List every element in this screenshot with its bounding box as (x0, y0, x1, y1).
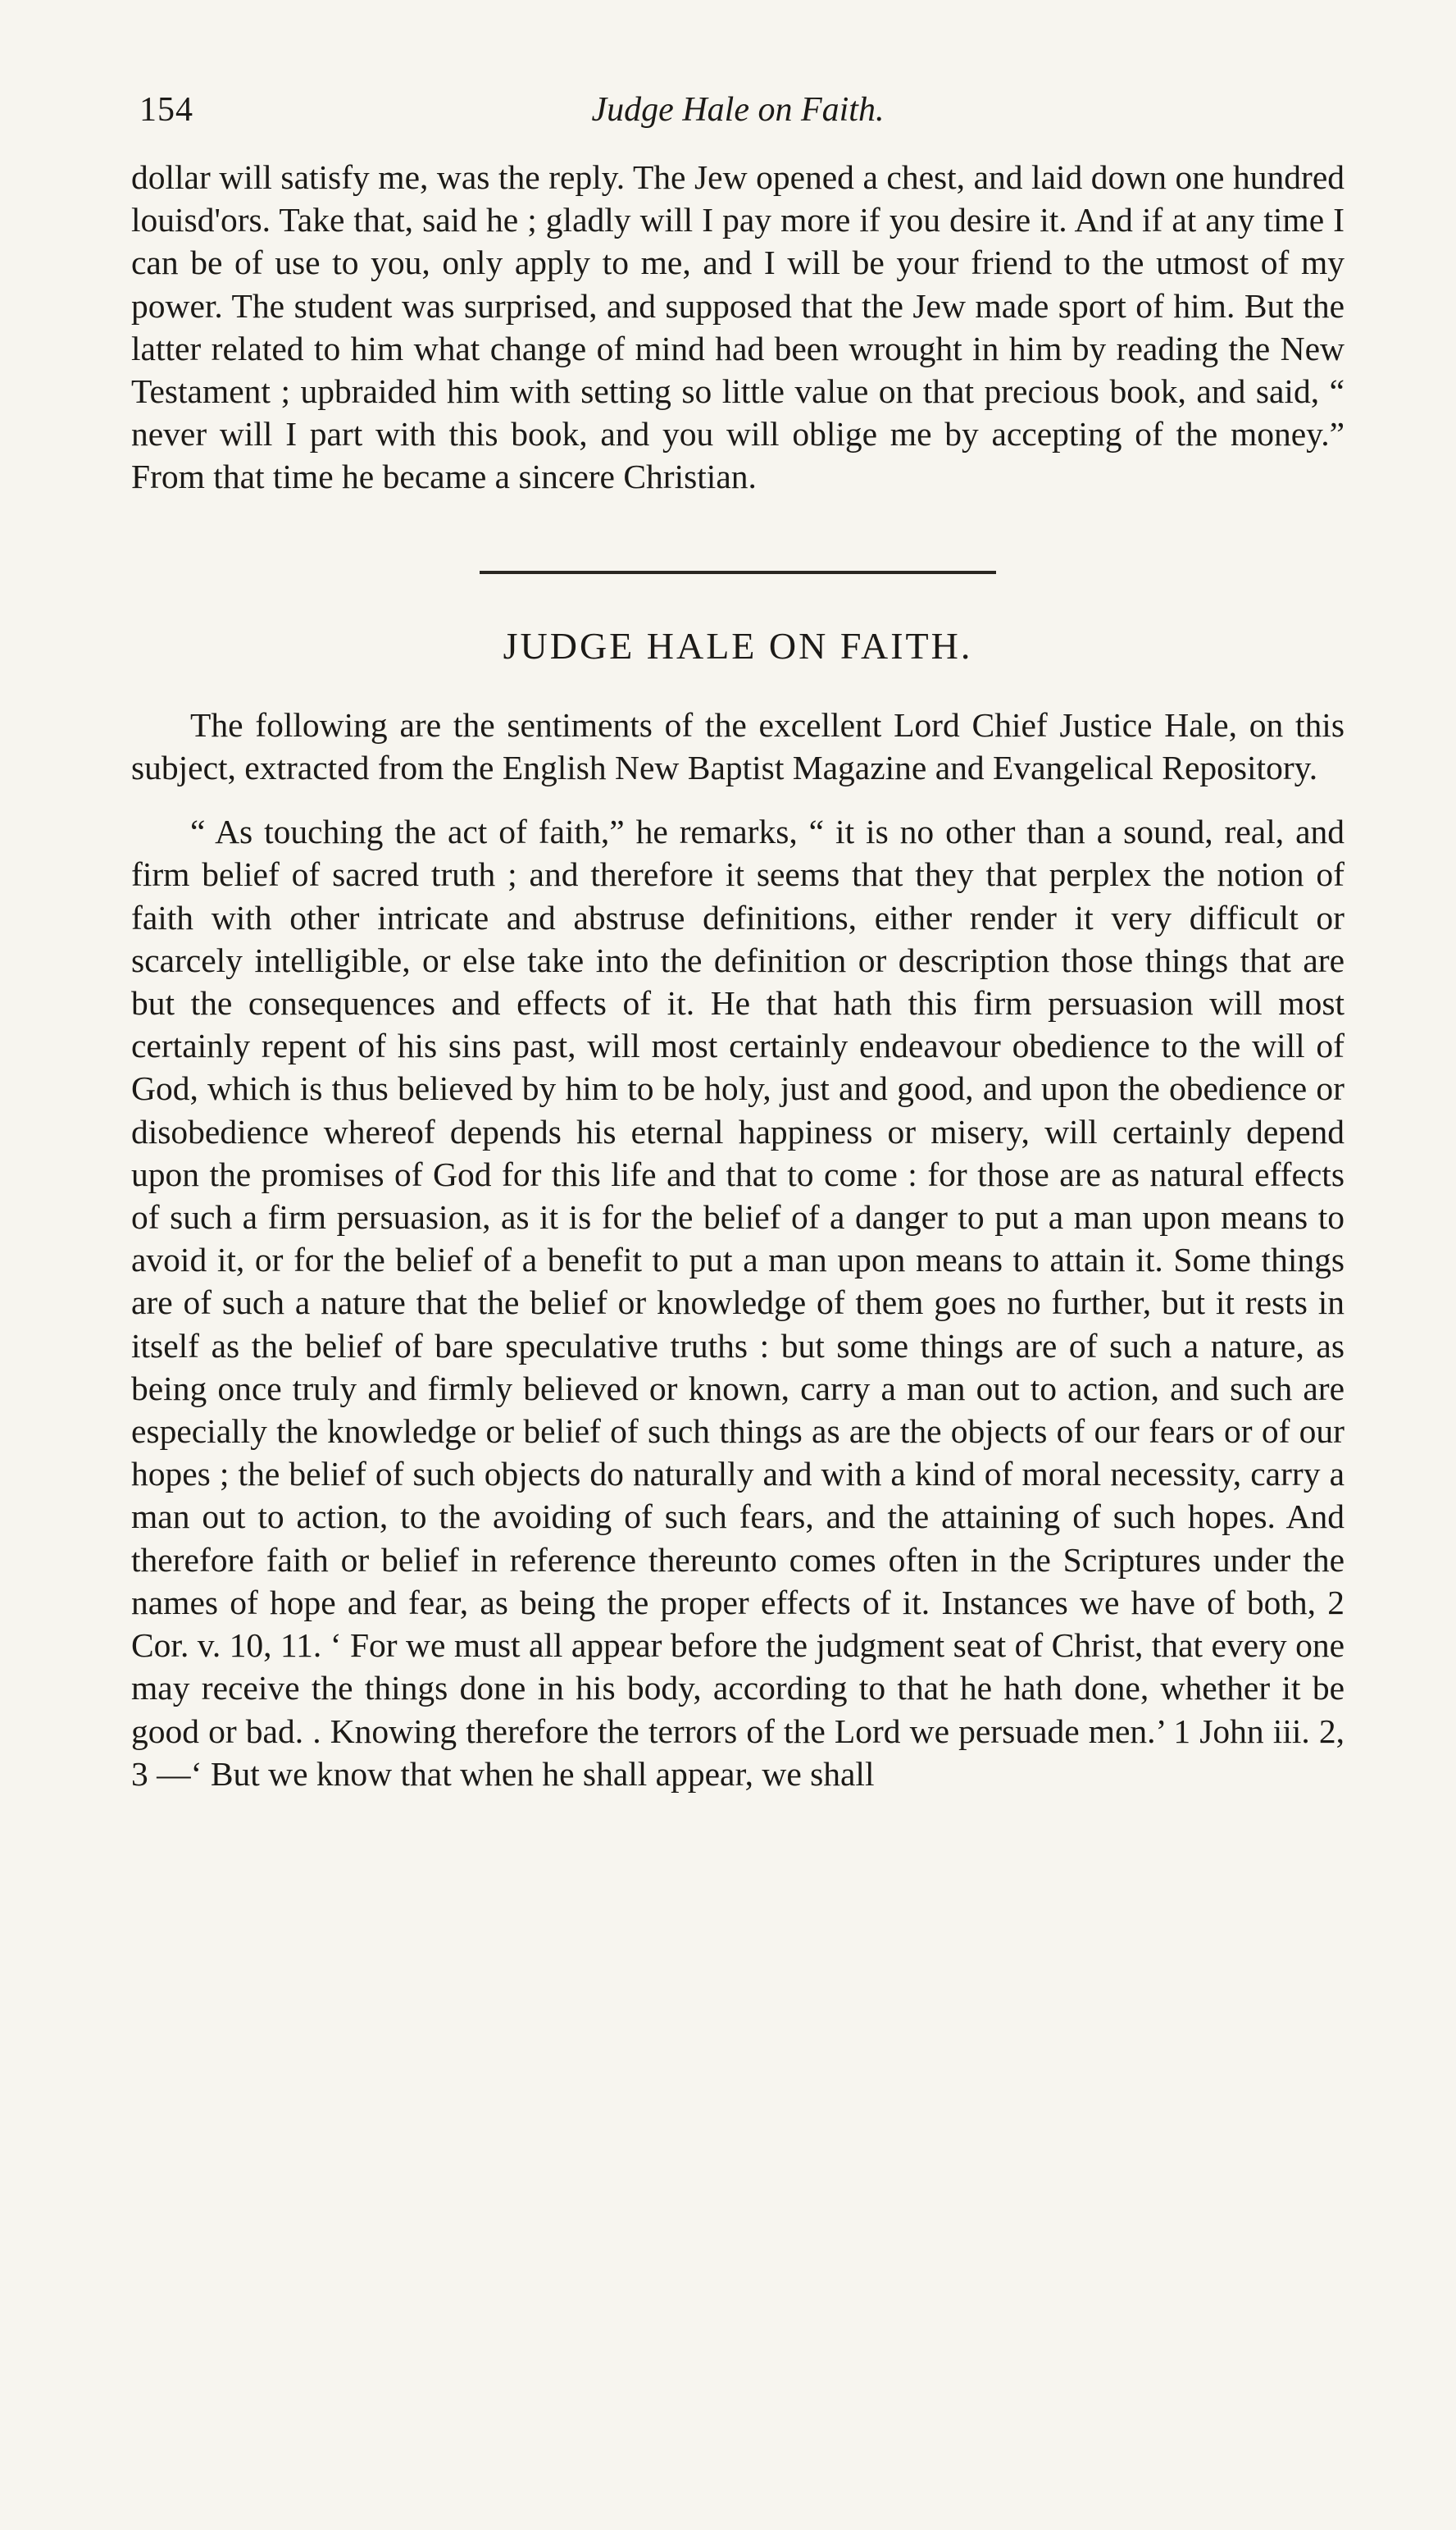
running-title: Judge Hale on Faith. (591, 91, 885, 129)
intro-paragraph: The following are the sentiments of the excellent Lord Chief Justice Hale, on this subject, extracted from the English New Baptist Magazine and Evangelical Repository. (131, 705, 1345, 787)
section-heading: JUDGE HALE ON FAITH. (503, 624, 973, 667)
page-body (131, 156, 1345, 1795)
continued-paragraph: dollar will satisfy me, was the reply. The Jew opened a chest, and laid down one hundred louisd'ors. Take that, said he ; gladly will I pay more if you desire it. And if at any time I can be of use to you, only apply to me, and I will be your friend to the utmost of my power. The student was surprised, and supposed that the Jew made sport of him. But the latter related to him what change of mind had been wrought in him by reading the New Testament ; upbraided him with setting so little value on that precious book, and said, “ never will I part with this book, and you will oblige me by accepting of the money.” From that time he became a sincere Christian. (131, 158, 1345, 496)
book-page (131, 82, 1345, 1795)
page-number: 154 (139, 91, 193, 129)
quote-paragraph: “ As touching the act of faith,” he remarks, “ it is no other than a sound, real, and firm belief of sacred truth ; and therefore it seems that they that perplex the notion of faith with other intricate and abstruse definitions, either render it very difficult or scarcely intelligible, or else take into the definition or description those things that are but the consequences and effects of it. He that hath this firm persuasion will most certainly repent of his sins past, will most certainly endeavour obedience to the will of God, which is thus believed by him to be holy, just and good, and upon the obedience or disobedience whereof depends his eternal happiness or misery, will certainly depend upon the promises of God for this life and that to come : for those are as natural effects of such a firm persuasion, as it is for the belief of a danger to put a man upon means to avoid it, or for the belief of a benefit to put a man upon means to attain it. Some things are of such a nature that the belief or knowledge of them goes no further, but it rests in itself as the belief of bare speculative truths : but some things are of such a nature, as being once truly and firmly believed or known, carry a man out to action, and such are especially the knowledge or belief of such things as are the objects of our fears or of our hopes ; the belief of such objects do naturally and with a kind of moral necessity, carry a man out to action, to the avoiding of such fears, and the attaining of such hopes. And therefore faith or belief in reference thereunto comes often in the Scriptures under the names of hope and fear, as being the proper effects of it. Instances we have of both, 2 Cor. v. 10, 11. ‘ For we must all appear before the judgment seat of Christ, that every one may receive the things done in his body, according to that he hath done, whether it be good or bad. . Knowing therefore the terrors of the Lord we persuade men.’ 1 John iii. 2, 3 —‘ But we know that when he shall appear, we shall (131, 813, 1345, 1793)
section-divider (480, 571, 996, 574)
running-head (131, 82, 1345, 141)
